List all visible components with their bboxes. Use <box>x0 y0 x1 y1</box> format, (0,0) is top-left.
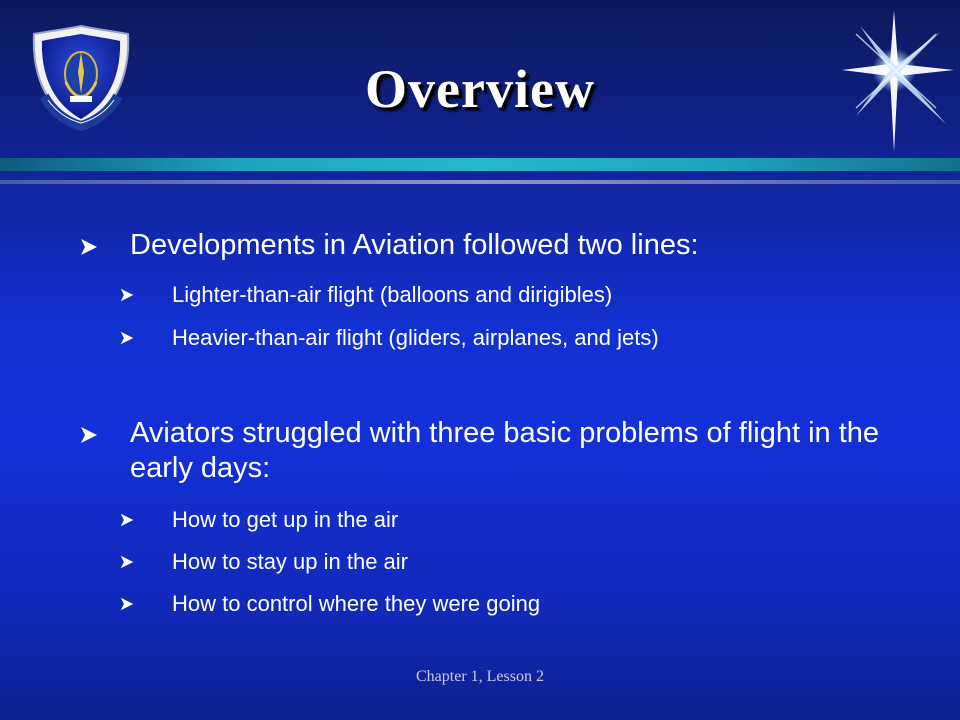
slide-title: Overview <box>365 59 595 119</box>
sub-bullet-item: Heavier-than-air flight (gliders, airplanes, and jets) <box>172 325 659 350</box>
slide-footer: Chapter 1, Lesson 2 <box>416 668 544 685</box>
sub-bullet-item: How to control where they were going <box>172 591 541 616</box>
arrowhead-bullet-icon <box>120 331 134 345</box>
arrowhead-bullet-icon <box>120 288 134 302</box>
arrowhead-bullet-icon <box>120 597 134 611</box>
sub-bullet-item: How to get up in the air <box>172 507 399 532</box>
sub-bullet-item: How to stay up in the air <box>172 549 409 574</box>
arrowhead-bullet-icon <box>80 426 98 444</box>
title-divider-thin <box>0 180 960 184</box>
arrowhead-bullet-icon <box>120 555 134 569</box>
bullet-item: Developments in Aviation followed two lines: <box>130 229 699 261</box>
arrowhead-bullet-icon <box>80 238 98 256</box>
arrowhead-bullet-icon <box>120 513 134 527</box>
bullet-item: Aviators struggled with three basic problems of flight in the early days: <box>130 417 880 484</box>
title-divider <box>0 158 960 171</box>
sub-bullet-item: Lighter-than-air flight (balloons and dirigibles) <box>172 282 613 307</box>
